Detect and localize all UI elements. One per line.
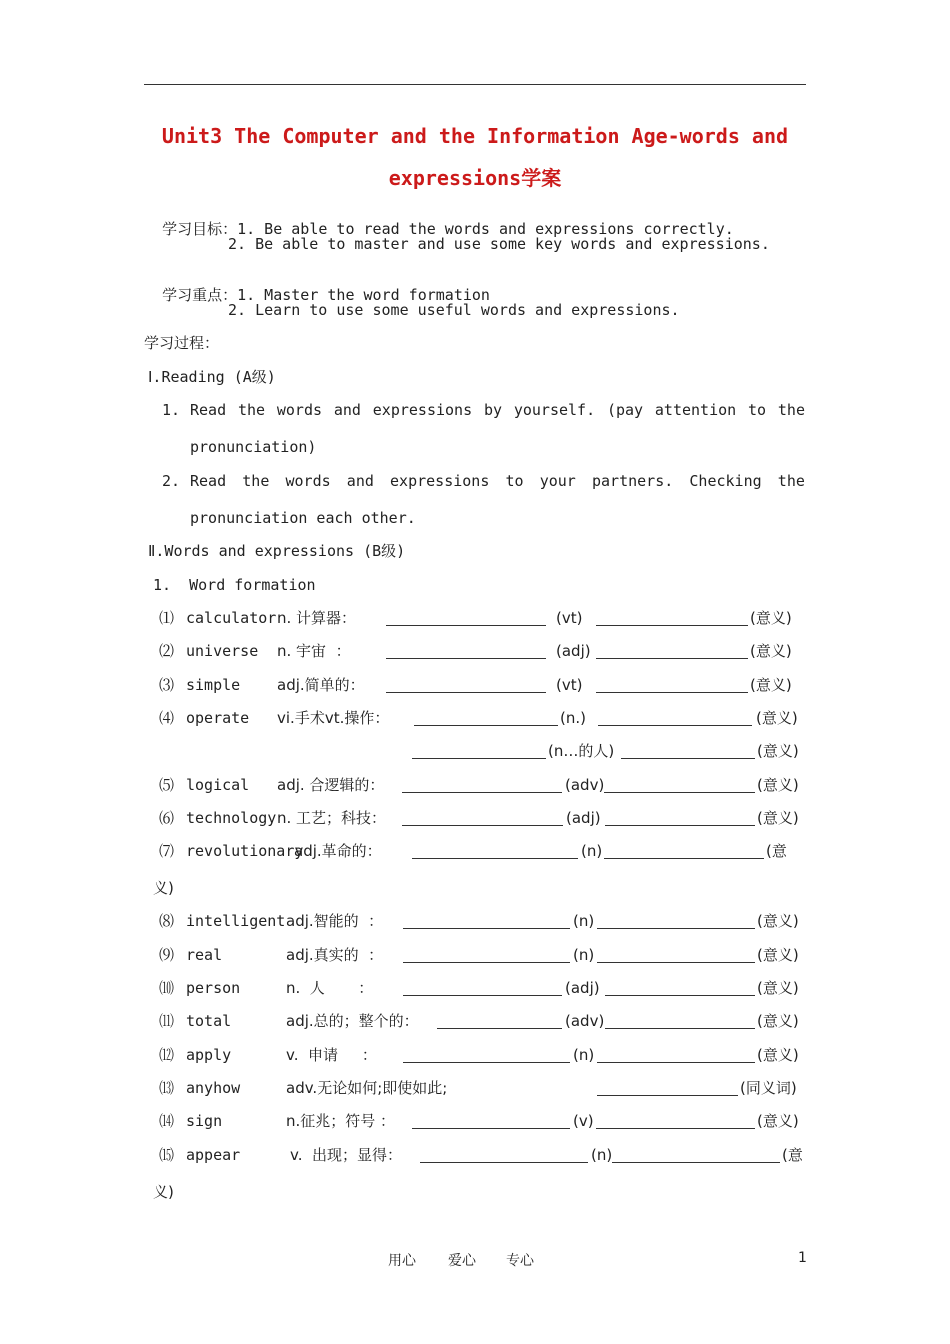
answer-blank-2[interactable] — [605, 1014, 755, 1029]
word-formation-heading: 1. Word formation — [153, 576, 316, 594]
objectives-label: 学习目标： — [162, 220, 238, 238]
reading-word: to — [748, 401, 767, 419]
row-word: intelligent — [186, 912, 286, 930]
reading-word: expressions — [390, 472, 490, 490]
answer-blank-2[interactable] — [598, 711, 752, 726]
row-pos-1: (adv) — [565, 1012, 605, 1030]
row-pos-2: (n…的人) — [548, 742, 615, 760]
reading-item2-line2: pronunciation each other. — [190, 509, 416, 527]
row-definition: n. 宇宙 ： — [277, 642, 351, 660]
reading-word: the — [237, 401, 266, 419]
answer-blank-2[interactable] — [605, 811, 755, 826]
reading-word: Read — [190, 472, 227, 490]
reading-word: and — [333, 401, 361, 419]
answer-blank-2[interactable] — [596, 678, 748, 693]
section-words-heading: Ⅱ.Words and expressions (B级) — [148, 542, 406, 560]
answer-blank-1[interactable] — [403, 948, 570, 963]
synonym-blank[interactable] — [597, 1081, 738, 1096]
row-word: appear — [186, 1146, 241, 1164]
meaning-tag: (意义) — [757, 1012, 799, 1030]
meaning-tag: (意义) — [757, 776, 799, 794]
reading-word: words — [276, 401, 323, 419]
row-word: simple — [186, 676, 241, 694]
answer-blank-1[interactable] — [402, 778, 562, 793]
row-number: ⑿ — [159, 1046, 175, 1064]
reading-word: Read — [190, 401, 227, 419]
row-pos-1: (n) — [573, 1046, 595, 1064]
reading-word: your — [539, 472, 576, 490]
row-word: revolutionary — [186, 842, 304, 860]
meaning-tag: (意义) — [757, 1112, 799, 1130]
reading-item1-line1 — [190, 401, 805, 419]
meaning-tag: (意义) — [757, 1046, 799, 1064]
meaning-tag: (意义) — [757, 946, 799, 964]
answer-blank-1[interactable] — [386, 611, 546, 626]
row-pos-1: (vt) — [556, 609, 583, 627]
row-number: ⑴ — [159, 609, 175, 627]
reading-word: and — [346, 472, 374, 490]
row-definition: n. 人 ： — [286, 979, 374, 997]
meaning-tag: (意义) — [756, 709, 798, 727]
row-pos-1: (v) — [573, 1112, 594, 1130]
objectives-block — [144, 202, 734, 238]
section-reading-heading: Ⅰ.Reading (A级) — [148, 368, 276, 386]
meaning-tag: (意 — [782, 1146, 803, 1164]
reading-word: to — [505, 472, 524, 490]
meaning-tag: (意义) — [750, 609, 792, 627]
answer-blank-1[interactable] — [403, 1048, 570, 1063]
row-number: ⑾ — [159, 1012, 175, 1030]
row-word: operate — [186, 709, 250, 727]
footer-word-3: 专心 — [506, 1253, 534, 1269]
reading-word: by — [483, 401, 503, 419]
row-definition: vi.手术vt.操作： — [277, 709, 390, 727]
reading-word: partners. — [591, 472, 674, 490]
meaning-tag: (意义) — [757, 912, 799, 930]
reading-word: words — [285, 472, 331, 490]
reading-item2-line1 — [190, 472, 805, 490]
page-title-line2: expressions学案 — [388, 166, 562, 190]
answer-blank-3[interactable] — [412, 744, 546, 759]
answer-blank-2[interactable] — [597, 1048, 755, 1063]
footer-word-2: 爱心 — [448, 1253, 476, 1269]
row-pos-1: (n.) — [560, 709, 586, 727]
reading-word: the — [242, 472, 270, 490]
row-definition: adj.真实的 ： — [286, 946, 384, 964]
row-definition: n. 计算器： — [277, 609, 357, 627]
row-pos-1: (adj) — [566, 809, 601, 827]
row-pos-1: (n) — [573, 912, 595, 930]
objective-1: 1. Be able to read the words and expressions correctly. — [237, 220, 734, 238]
reading-word: the — [777, 401, 805, 419]
reading-item1-line2: pronunciation) — [190, 438, 317, 456]
row-number: ⒁ — [159, 1112, 175, 1130]
objective-2: 2. Be able to master and use some key words and expressions. — [228, 235, 770, 253]
answer-blank-1[interactable] — [437, 1014, 562, 1029]
page-title-line1: Unit3 The Computer and the Information Age-words and — [161, 124, 789, 148]
row-word: calculator — [186, 609, 277, 627]
answer-blank-1[interactable] — [403, 981, 562, 996]
row-definition: adv.无论如何;即使如此; — [286, 1079, 448, 1097]
row-definition: v. 出现；显得： — [290, 1146, 403, 1164]
meaning-tag: (意义) — [757, 809, 799, 827]
answer-blank-1[interactable] — [402, 811, 563, 826]
synonym-tag: (同义词) — [740, 1079, 797, 1097]
footer-word-1: 用心 — [388, 1253, 416, 1269]
meaning-tag: (意义) — [757, 979, 799, 997]
row-number: ⑶ — [159, 676, 175, 694]
row-number: ⒂ — [159, 1146, 175, 1164]
reading-word: (pay — [606, 401, 644, 419]
answer-blank-1[interactable] — [412, 844, 578, 859]
keypoints-label: 学习重点： — [162, 286, 238, 304]
row-word: total — [186, 1012, 232, 1030]
answer-blank-2[interactable] — [596, 644, 748, 659]
answer-blank-1[interactable] — [403, 914, 570, 929]
row-definition: n.征兆；符号 ： — [286, 1112, 396, 1130]
row-pos-1: (adv) — [565, 776, 605, 794]
row-definition: adj.革命的： — [294, 842, 382, 860]
answer-blank-1[interactable] — [420, 1148, 588, 1163]
answer-blank-4[interactable] — [621, 744, 755, 759]
answer-blank-1[interactable] — [414, 711, 558, 726]
row-number: ⑼ — [159, 946, 175, 964]
row-definition: v. 申请 ： — [286, 1046, 377, 1064]
row-word: anyhow — [186, 1079, 241, 1097]
row-word: technology — [186, 809, 277, 827]
row-number: ⑷ — [159, 709, 175, 727]
answer-blank-1[interactable] — [386, 678, 546, 693]
row-word: real — [186, 946, 223, 964]
row-number: ⑵ — [159, 642, 175, 660]
answer-blank-2[interactable] — [596, 1114, 755, 1129]
row-word: logical — [186, 776, 250, 794]
row-pos-1: (adj) — [565, 979, 600, 997]
row-pos-1: (adj) — [556, 642, 591, 660]
row-number: ⑹ — [159, 809, 175, 827]
row-word: sign — [186, 1112, 223, 1130]
row-pos-1: (n) — [581, 842, 603, 860]
meaning-tag: (意义) — [750, 676, 792, 694]
reading-word: yourself. — [513, 401, 596, 419]
meaning-tag-wrap: 义) — [153, 1183, 174, 1201]
header-rule — [144, 84, 806, 85]
row-word: person — [186, 979, 241, 997]
row-number: ⑽ — [159, 979, 175, 997]
row-definition: adj. 合逻辑的： — [277, 776, 385, 794]
keypoints-block — [144, 268, 490, 304]
row-definition: adj.总的；整个的： — [286, 1012, 419, 1030]
reading-word: Checking — [689, 472, 762, 490]
row-number: ⒀ — [159, 1079, 175, 1097]
row-definition: n. 工艺；科技： — [277, 809, 387, 827]
answer-blank-2[interactable] — [597, 914, 755, 929]
row-definition: adj.简单的： — [277, 676, 365, 694]
answer-blank-2[interactable] — [612, 1148, 780, 1163]
meaning-tag-wrap: 义) — [153, 879, 174, 897]
reading-word: expressions — [372, 401, 473, 419]
answer-blank-2[interactable] — [597, 948, 755, 963]
row-word: apply — [186, 1046, 232, 1064]
row-number: ⑺ — [159, 842, 175, 860]
reading-item1-num: 1. — [162, 401, 181, 419]
meaning-tag: (意义) — [750, 642, 792, 660]
meaning-tag: (意义) — [757, 742, 799, 760]
answer-blank-2[interactable] — [605, 981, 755, 996]
reading-word: the — [777, 472, 805, 490]
keypoint-1: 1. Master the word formation — [237, 286, 490, 304]
keypoint-2: 2. Learn to use some useful words and expressions. — [228, 301, 680, 319]
row-pos-1: (n) — [591, 1146, 613, 1164]
row-pos-1: (vt) — [556, 676, 583, 694]
reading-item2-num: 2. — [162, 472, 181, 490]
answer-blank-2[interactable] — [604, 778, 755, 793]
meaning-tag: (意 — [766, 842, 787, 860]
answer-blank-1[interactable] — [412, 1114, 570, 1129]
answer-blank-2[interactable] — [596, 611, 748, 626]
reading-word: attention — [654, 401, 737, 419]
page-number: 1 — [798, 1250, 807, 1266]
answer-blank-2[interactable] — [604, 844, 764, 859]
answer-blank-1[interactable] — [386, 644, 546, 659]
row-number: ⑻ — [159, 912, 175, 930]
row-word: universe — [186, 642, 259, 660]
row-definition: adj.智能的 ： — [286, 912, 384, 930]
row-pos-1: (n) — [573, 946, 595, 964]
row-number: ⑸ — [159, 776, 175, 794]
process-label: 学习过程： — [144, 334, 220, 352]
